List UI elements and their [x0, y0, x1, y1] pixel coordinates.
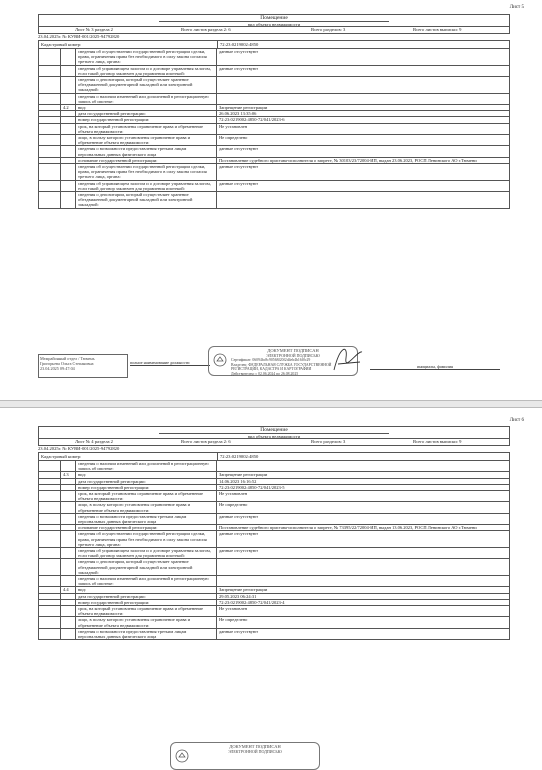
total-sections: Всего разделов: 3	[311, 27, 346, 32]
field-value: данные отсутствуют	[217, 531, 510, 548]
field-value: Не определено	[217, 135, 510, 146]
position-label: полное наименование должности	[130, 360, 210, 366]
field-label: вид:	[76, 472, 217, 478]
sheet-no: Лист № 4 раздела 2	[75, 439, 113, 444]
field-value: данные отсутствуют	[217, 146, 510, 157]
table-row	[39, 192, 510, 209]
row-number	[39, 606, 61, 617]
emblem-icon	[213, 353, 227, 367]
row-number	[61, 180, 76, 191]
field-label: номер государственной регистрации:	[76, 599, 217, 605]
field-label: дата государственной регистрации:	[76, 111, 217, 117]
field-value	[217, 559, 510, 576]
field-value: 29.05.2023 06:24:31	[217, 593, 510, 599]
ecp-title: ДОКУМЕНТ ПОДПИСАН	[229, 744, 281, 749]
row-number	[61, 49, 76, 66]
field-label: сведения о наличии изменений или дополнений в регистрационную запись об ипотеке:	[76, 93, 217, 104]
ecp-owner: Владелец: ФЕДЕРАЛЬНАЯ СЛУЖБА ГОСУДАРСТВЕННОЙ	[231, 362, 332, 367]
field-label: сведения об управляющем залогом и о договоре управления залогом, если такой договор заключен для управления ипотекой:	[76, 65, 217, 76]
row-number	[39, 65, 61, 76]
total-sections: Всего разделов: 3	[311, 439, 346, 444]
field-value: 72:23:0219002:4850-72/041/2023-4	[217, 599, 510, 605]
object-type-title: Помещение	[260, 15, 288, 21]
total-extract-sheets: Всего листов выписки: 9	[413, 27, 462, 32]
extract-reg-number: 23.04.2025г. № КУВИ-001/2025-94792820	[38, 446, 120, 451]
field-label: дата государственной регистрации:	[76, 593, 217, 599]
row-number	[61, 491, 76, 502]
field-value: Не установлен	[217, 123, 510, 134]
row-number	[61, 617, 76, 628]
ecp-owner-cont: РЕГИСТРАЦИИ, КАДАСТРА И КАРТОГРАФИИ	[231, 367, 312, 371]
electronic-signature-stamp	[170, 742, 320, 770]
row-number	[39, 123, 61, 134]
table-row	[39, 513, 510, 524]
table-row	[39, 628, 510, 639]
signer-name: Григорьева Ольга Степановна	[40, 361, 94, 366]
ecp-title: ДОКУМЕНТ ПОДПИСАН	[267, 348, 319, 353]
handwritten-signature-icon	[328, 342, 368, 376]
row-number	[39, 192, 61, 209]
row-number	[39, 180, 61, 191]
row-number	[39, 49, 61, 66]
row-number	[61, 192, 76, 209]
official-office: Межрайонный отдел / Тюмень	[40, 356, 95, 361]
field-value: Запрещение регистрации	[217, 587, 510, 593]
row-number	[61, 123, 76, 134]
field-value: данные отсутствуют	[217, 180, 510, 191]
row-number	[61, 513, 76, 524]
table-row	[39, 548, 510, 559]
sheet-no: Лист № 3 раздела 2	[75, 27, 113, 32]
field-label: сведения о депозитарии, который осуществляет хранение обездвиженной документарной закладной или электронной закладной:	[76, 192, 217, 209]
object-type-title: Помещение	[260, 427, 288, 433]
encumbrance-table	[38, 48, 510, 209]
extract-sheet-6	[0, 408, 542, 767]
row-number	[39, 135, 61, 146]
field-label: сведения о депозитарии, который осуществляет хранение обездвиженной документарной закладной или электронной закладной:	[76, 559, 217, 576]
cadastral-value: 72:23:0219002:4850	[217, 41, 258, 48]
row-number: 4.3	[61, 472, 76, 478]
total-section-sheets: Всего листов раздела 2: 6	[181, 27, 231, 32]
table-row	[39, 49, 510, 66]
field-label: вид:	[76, 105, 217, 111]
ecp-subtitle: ЭЛЕКТРОННОЙ ПОДПИСЬЮ	[228, 748, 282, 754]
row-number	[39, 576, 61, 587]
field-label: номер государственной регистрации:	[76, 117, 217, 123]
field-label: лицо, в пользу которого установлены ограничение права и обременение объекта недвижимости:	[76, 617, 217, 628]
object-type-subtitle: вид объекта недвижимости	[159, 21, 389, 28]
table-row	[39, 525, 510, 531]
row-number	[39, 93, 61, 104]
field-value: 72:23:0219002:4850-72/041/2023-5	[217, 484, 510, 490]
field-value: 26.06.2023 13:35:06	[217, 111, 510, 117]
row-number	[39, 491, 61, 502]
sheet-info-row	[38, 438, 510, 446]
field-value: Постановление судебного пристава-исполнителя о запрете, № 73395/22/72004-ИП, выдан 13.06.2023, РОСП Ленинского АО г.Тюмени	[217, 525, 510, 531]
signer-stamp	[38, 354, 128, 378]
encumbrance-table	[38, 460, 510, 640]
row-number	[39, 531, 61, 548]
table-row	[39, 157, 510, 163]
row-number	[39, 164, 61, 181]
field-value: данные отсутствуют	[217, 548, 510, 559]
field-value: Не установлен	[217, 491, 510, 502]
initials-label: инициалы, фамилия	[370, 364, 500, 370]
row-number	[61, 164, 76, 181]
field-value	[217, 93, 510, 104]
field-value: Запрещение регистрации	[217, 472, 510, 478]
field-label: сведения о наличии изменений или дополнений в регистрационную запись об ипотеке:	[76, 461, 217, 472]
cadastral-label: Кадастровый номер:	[41, 454, 82, 459]
table-row	[39, 531, 510, 548]
row-number	[39, 146, 61, 157]
field-value	[217, 576, 510, 587]
field-label: лицо, в пользу которого установлены ограничение права и обременение объекта недвижимости:	[76, 502, 217, 513]
sheet-number: Лист 5	[509, 5, 524, 10]
field-value	[217, 461, 510, 472]
table-row	[39, 559, 510, 576]
field-value: данные отсутствуют	[217, 628, 510, 639]
field-value: данные отсутствуют	[217, 164, 510, 181]
row-number	[39, 617, 61, 628]
page-separator	[0, 400, 542, 408]
row-number	[61, 146, 76, 157]
table-row	[39, 77, 510, 94]
field-value	[217, 77, 510, 94]
cadastral-value: 72:23:0219002:4850	[217, 453, 258, 460]
row-number: 4.4	[61, 587, 76, 593]
field-label: срок, на который установлены ограничение права и обременение объекта недвижимости:	[76, 123, 217, 134]
field-label: сведения об управляющем залогом и о договоре управления залогом, если такой договор заключен для управления ипотекой:	[76, 548, 217, 559]
table-row	[39, 135, 510, 146]
field-label: лицо, в пользу которого установлены ограничение права и обременение объекта недвижимости:	[76, 135, 217, 146]
field-label: срок, на который установлены ограничение права и обременение объекта недвижимости:	[76, 606, 217, 617]
field-label: сведения о депозитарии, который осуществляет хранение обездвиженной документарной закладной или электронной закладной:	[76, 77, 217, 94]
field-value: Не определено	[217, 617, 510, 628]
extract-reg-number: 23.04.2025г. № КУВИ-001/2025-94792820	[38, 34, 120, 39]
table-row	[39, 491, 510, 502]
total-section-sheets: Всего листов раздела 2: 6	[181, 439, 231, 444]
field-value: 72:23:0219002:4850-72/041/2023-6	[217, 117, 510, 123]
field-label: сведения о наличии изменений или дополнений в регистрационную запись об ипотеке:	[76, 576, 217, 587]
table-row	[39, 146, 510, 157]
object-type-subtitle: вид объекта недвижимости	[159, 433, 389, 440]
row-number	[39, 513, 61, 524]
field-label: основание государственной регистрации:	[76, 525, 217, 531]
table-row	[39, 576, 510, 587]
row-number	[61, 461, 76, 472]
ecp-certificate: Сертификат: 06094bc8c90568f20f2d4eb4b16f0c29	[231, 358, 311, 362]
row-number	[61, 135, 76, 146]
field-label: основание государственной регистрации:	[76, 157, 217, 163]
field-value	[217, 192, 510, 209]
field-label: сведения о возможности предоставления третьим лицам персональных данных физического лица	[76, 628, 217, 639]
field-value: 14.06.2023 16:16:52	[217, 478, 510, 484]
row-number	[39, 502, 61, 513]
field-value: Не определено	[217, 502, 510, 513]
emblem-icon	[175, 749, 189, 763]
row-number	[39, 461, 61, 472]
field-label: сведения об осуществлении государственной регистрации сделки, права, ограничения права без необходимого в силу закона согласия третьего лица, органа:	[76, 531, 217, 548]
table-row	[39, 180, 510, 191]
row-number	[61, 93, 76, 104]
row-number	[61, 65, 76, 76]
field-value: данные отсутствуют	[217, 65, 510, 76]
row-number: 4.2	[61, 105, 76, 111]
table-row	[39, 461, 510, 472]
row-number	[61, 502, 76, 513]
row-number	[39, 548, 61, 559]
table-row	[39, 65, 510, 76]
field-value: Постановление судебного пристава-исполнителя о запрете, № 30103/23/72004-ИП, выдан 23.06.2023, РОСП Ленинского АО г.Тюмени	[217, 157, 510, 163]
field-label: сведения о возможности предоставления третьим лицам персональных данных физического лица	[76, 146, 217, 157]
signed-at: 23.04.2025 09:47:04	[40, 366, 75, 371]
sheet-info-row	[38, 26, 510, 34]
row-number	[61, 548, 76, 559]
field-label: срок, на который установлены ограничение права и обременение объекта недвижимости:	[76, 491, 217, 502]
field-value: данные отсутствуют	[217, 513, 510, 524]
table-row	[39, 164, 510, 181]
field-label: сведения об осуществлении государственной регистрации сделки, права, ограничения права без необходимого в силу закона согласия третьего лица, органа:	[76, 49, 217, 66]
row-number	[39, 559, 61, 576]
ecp-validity: Действителен: с 02.06.2024 по 26.08.2025	[231, 371, 299, 376]
field-label: сведения о возможности предоставления третьим лицам персональных данных физического лица	[76, 513, 217, 524]
cadastral-label: Кадастровый номер:	[41, 42, 82, 47]
row-number	[61, 606, 76, 617]
field-label: номер государственной регистрации:	[76, 484, 217, 490]
table-row	[39, 502, 510, 513]
sheet-number: Лист 6	[509, 418, 524, 423]
field-label: вид:	[76, 587, 217, 593]
row-number	[61, 77, 76, 94]
table-row	[39, 93, 510, 104]
table-row	[39, 617, 510, 628]
row-number	[61, 531, 76, 548]
row-number	[61, 559, 76, 576]
row-number	[39, 628, 61, 639]
field-value: Запрещение регистрации	[217, 105, 510, 111]
row-number	[61, 628, 76, 639]
field-label: сведения об осуществлении государственной регистрации сделки, права, ограничения права без необходимого в силу закона согласия третьего лица, органа:	[76, 164, 217, 181]
table-row	[39, 606, 510, 617]
field-label: сведения об управляющем залогом и о договоре управления залогом, если такой договор заключен для управления ипотекой:	[76, 180, 217, 191]
field-value: Не установлен	[217, 606, 510, 617]
row-number	[61, 576, 76, 587]
table-row	[39, 123, 510, 134]
ecp-subtitle: ЭЛЕКТРОННОЙ ПОДПИСЬЮ	[266, 352, 320, 358]
field-value: данные отсутствуют	[217, 49, 510, 66]
row-number	[39, 77, 61, 94]
total-extract-sheets: Всего листов выписки: 9	[413, 439, 462, 444]
field-label: дата государственной регистрации:	[76, 478, 217, 484]
